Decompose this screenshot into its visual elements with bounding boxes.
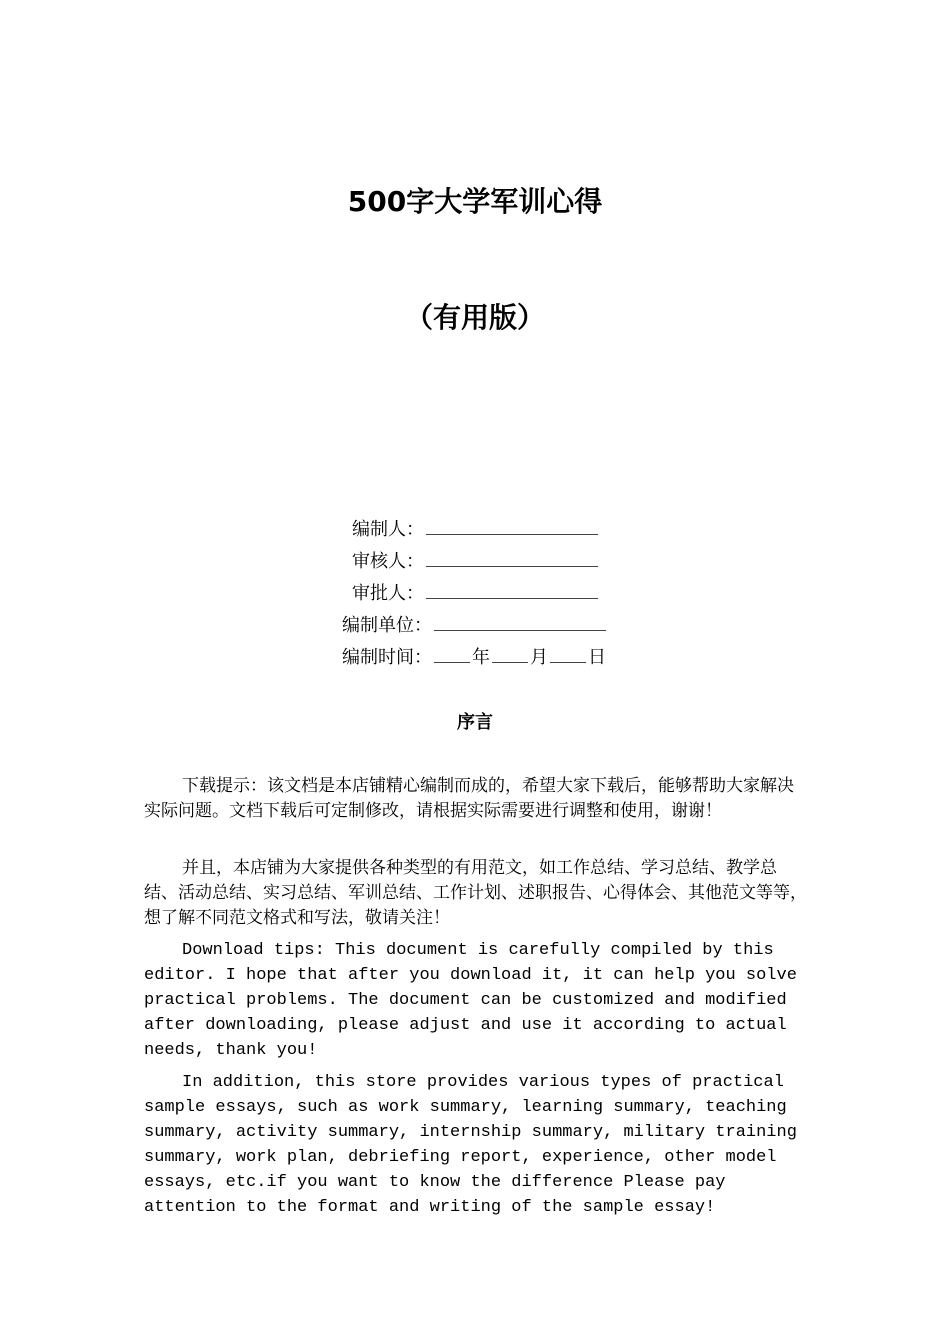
preface-paragraph-cn-1: 下载提示：该文档是本店铺精心编制而成的，希望大家下载后，能够帮助大家解决实际问题。文档下载后可定制修改，请根据实际需要进行调整和使用，谢谢！ (144, 776, 794, 821)
year-blank (434, 646, 470, 663)
time-row (342, 642, 606, 674)
reviewer-row (352, 546, 598, 578)
unit-blank (434, 614, 606, 631)
compiler-blank (426, 518, 598, 535)
preface-paragraph-cn-2: 并且，本店铺为大家提供各种类型的有用范文，如工作总结、学习总结、教学总结、活动总结、实习总结、军训总结、工作计划、述职报告、心得体会、其他范文等等，想了解不同范文格式和写法，敬请关注！ (144, 858, 807, 928)
day-label: 日 (588, 647, 606, 668)
unit-row (342, 610, 606, 642)
reviewer-label: 审核人： (352, 551, 424, 572)
reviewer-blank (426, 550, 598, 567)
month-blank (492, 646, 528, 663)
preface-paragraph-en-1: Download tips: This document is carefully compiled by this editor. I hope that after you download it, it can help you solve practical problems. The document can be customized and modified after downloading, please adjust and use it according to actual needs, thank you! (144, 941, 797, 1060)
compiler-label: 编制人： (352, 519, 424, 540)
time-label: 编制时间： (342, 647, 432, 668)
document-title: 500字大学军训心得 (347, 185, 603, 218)
year-label: 年 (472, 647, 490, 668)
day-blank (550, 646, 586, 663)
document-subtitle: （有用版） (404, 301, 545, 334)
approver-row (352, 578, 598, 610)
preface-paragraph-en-2: In addition, this store provides various types of practical sample essays, such as work summary, learning summary, teaching summary, activity summary, internship summary, military training summary, work plan, debriefing report, experience, other model essays, etc.if you want to know the difference Please pay attention to the format and writing of the sample essay! (144, 1073, 797, 1217)
preface-heading: 序言 (457, 712, 493, 733)
approver-blank (426, 582, 598, 599)
unit-label: 编制单位： (342, 615, 432, 636)
month-label: 月 (530, 647, 548, 668)
approver-label: 审批人： (352, 583, 424, 604)
compiler-row (352, 514, 598, 546)
